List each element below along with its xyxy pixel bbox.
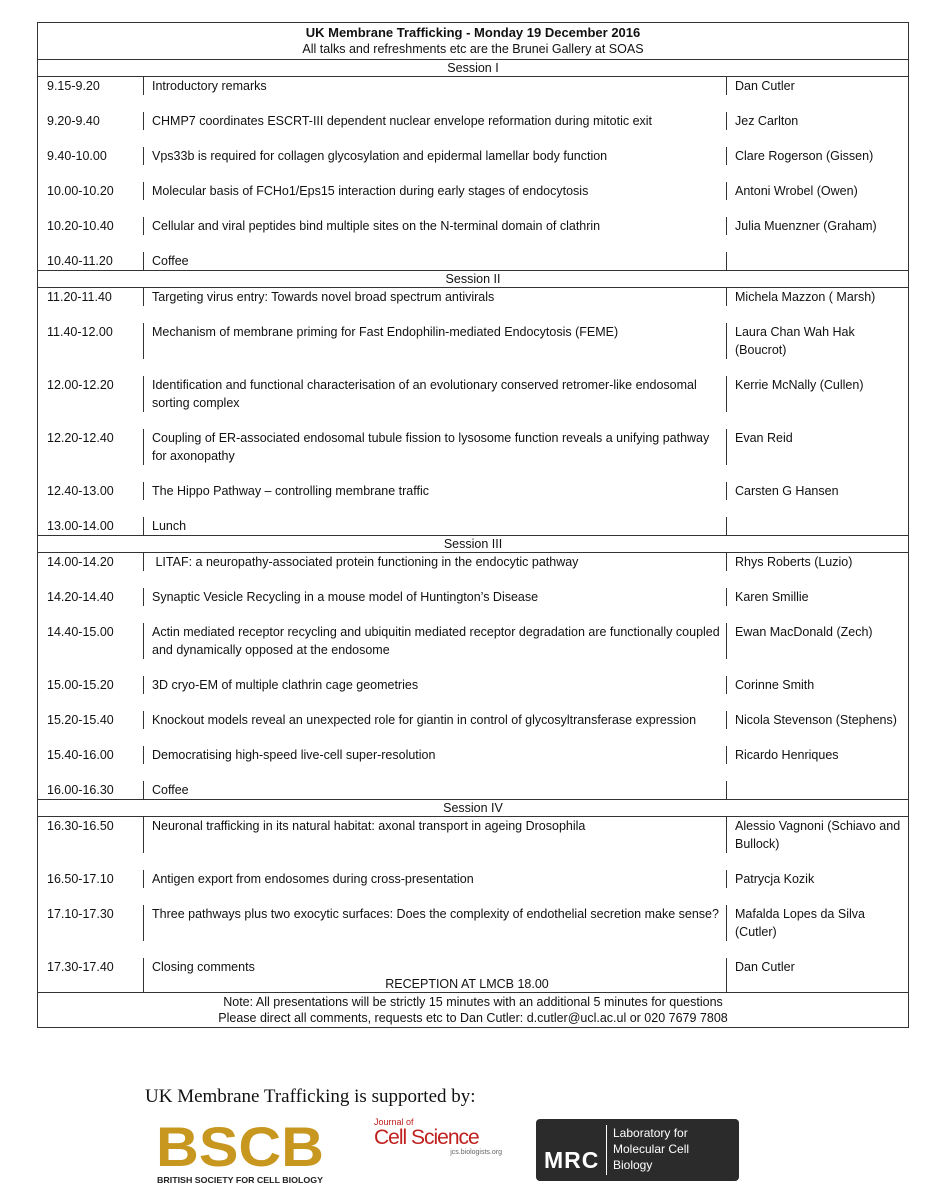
session-title: Session III — [38, 535, 908, 553]
row-time: 9.40-10.00 — [38, 147, 144, 165]
mrc-divider — [606, 1125, 607, 1175]
mrc-abbr: MRC — [544, 1147, 600, 1173]
row-speaker: Ewan MacDonald (Zech) — [735, 625, 873, 639]
row-speaker: Jez Carlton — [735, 114, 799, 128]
row-speaker: Clare Rogerson (Gissen) — [735, 149, 874, 163]
session-title: Session IV — [38, 799, 908, 817]
programme-row — [38, 746, 908, 781]
row-time: 16.30-16.50 — [38, 817, 144, 853]
row-time: 17.30-17.40 — [38, 958, 144, 976]
row-time: 10.20-10.40 — [38, 217, 144, 235]
programme-row — [38, 553, 908, 588]
reception-speaker-cell — [727, 976, 908, 992]
row-title: LITAF: a neuropathy-associated protein functioning in the endocytic pathway — [144, 553, 727, 571]
mrc-text-block — [613, 1125, 689, 1173]
row-title: CHMP7 coordinates ESCRT-III dependent nuclear envelope reformation during mitotic exit — [144, 112, 727, 130]
reception-row — [38, 976, 908, 992]
programme-row — [38, 182, 908, 217]
row-title: Antigen export from endosomes during cross-presentation — [144, 870, 727, 888]
bscb-wordmark: BSCB — [156, 1116, 324, 1178]
row-time: 11.20-11.40 — [38, 288, 144, 306]
row-speaker: Kerrie McNally (Cullen) — [735, 378, 864, 392]
mrc-line-1: Laboratory for — [613, 1126, 688, 1140]
row-speaker: Laura Chan Wah Hak (Boucrot) — [735, 325, 859, 357]
note-line-1: Note: All presentations will be strictly 15 minutes with an additional 5 minutes for questions — [223, 995, 723, 1009]
row-title: Coffee — [144, 781, 727, 799]
jcs-url: jcs.biologists.org — [450, 1149, 502, 1156]
programme-row — [38, 112, 908, 147]
programme-row — [38, 870, 908, 905]
programme-header — [38, 23, 908, 60]
row-time: 10.40-11.20 — [38, 252, 144, 270]
row-title: Cellular and viral peptides bind multiple sites on the N-terminal domain of clathrin — [144, 217, 727, 235]
row-speaker: Evan Reid — [735, 431, 793, 445]
row-speaker — [727, 252, 908, 270]
programme-row — [38, 77, 908, 112]
row-speaker — [727, 517, 908, 535]
programme-row — [38, 711, 908, 746]
row-title: Identification and functional characterisation of an evolutionary conserved retromer-like endosomal sorting complex — [144, 376, 727, 412]
row-time: 14.00-14.20 — [38, 553, 144, 571]
row-time: 12.40-13.00 — [38, 482, 144, 500]
programme-row — [38, 376, 908, 429]
row-speaker: Patrycja Kozik — [735, 872, 815, 886]
programme-row — [38, 817, 908, 870]
row-title: Molecular basis of FCHo1/Eps15 interaction during early stages of endocytosis — [144, 182, 727, 200]
row-speaker: Corinne Smith — [735, 678, 815, 692]
row-title: Targeting virus entry: Towards novel broad spectrum antivirals — [144, 288, 727, 306]
row-time: 13.00-14.00 — [38, 517, 144, 535]
row-time: 14.20-14.40 — [38, 588, 144, 606]
row-title: Synaptic Vesicle Recycling in a mouse model of Huntington’s Disease — [144, 588, 727, 606]
reception-time-cell — [38, 976, 144, 992]
row-time: 11.40-12.00 — [38, 323, 144, 359]
programme-row — [38, 429, 908, 482]
programme-row — [38, 323, 908, 376]
row-time: 15.00-15.20 — [38, 676, 144, 694]
row-time: 16.50-17.10 — [38, 870, 144, 888]
programme-row — [38, 147, 908, 182]
row-title: Knockout models reveal an unexpected role for giantin in control of glycosyltransferase expression — [144, 711, 727, 729]
row-speaker: Michela Mazzon ( Marsh) — [735, 290, 876, 304]
row-title: Mechanism of membrane priming for Fast Endophilin-mediated Endocytosis (FEME) — [144, 323, 727, 359]
row-time: 17.10-17.30 — [38, 905, 144, 941]
jcs-logo — [374, 1117, 504, 1163]
row-speaker: Ricardo Henriques — [735, 748, 839, 762]
row-title: Three pathways plus two exocytic surfaces: Does the complexity of endothelial secretion make sense? — [144, 905, 727, 941]
row-time: 10.00-10.20 — [38, 182, 144, 200]
row-time: 9.20-9.40 — [38, 112, 144, 130]
sessions-container — [38, 60, 908, 992]
programme-row — [38, 781, 908, 799]
programme-subtitle: All talks and refreshments etc are the Brunei Gallery at SOAS — [302, 42, 644, 56]
session-title: Session I — [38, 60, 908, 77]
programme-table — [37, 22, 909, 1028]
row-title: 3D cryo-EM of multiple clathrin cage geometries — [144, 676, 727, 694]
programme-row — [38, 958, 908, 976]
session-block — [38, 60, 908, 270]
session-block — [38, 535, 908, 799]
row-title: Lunch — [144, 517, 727, 535]
row-title: Democratising high-speed live-cell super-resolution — [144, 746, 727, 764]
programme-row — [38, 588, 908, 623]
row-time: 12.20-12.40 — [38, 429, 144, 465]
row-speaker: Dan Cutler — [735, 79, 795, 93]
row-title: Coupling of ER-associated endosomal tubule fission to lysosome function reveals a unifying pathway for axonopathy — [144, 429, 727, 465]
row-time: 14.40-15.00 — [38, 623, 144, 659]
row-title: Actin mediated receptor recycling and ubiquitin mediated receptor degradation are functionally coupled and dynamically opposed at the endosome — [144, 623, 727, 659]
reception-text: RECEPTION AT LMCB 18.00 — [385, 977, 549, 991]
session-block — [38, 270, 908, 535]
row-speaker: Dan Cutler — [735, 960, 795, 974]
programme-row — [38, 517, 908, 535]
notes-box — [38, 992, 908, 1027]
row-title: Closing comments — [144, 958, 727, 976]
programme-row — [38, 252, 908, 270]
row-speaker: Julia Muenzner (Graham) — [735, 219, 877, 233]
programme-row — [38, 482, 908, 517]
row-title: Neuronal trafficking in its natural habitat: axonal transport in ageing Drosophila — [144, 817, 727, 853]
row-time: 9.15-9.20 — [38, 77, 144, 95]
supported-by-text: UK Membrane Trafficking is supported by: — [145, 1086, 476, 1107]
session-block — [38, 799, 908, 992]
row-title: The Hippo Pathway – controlling membrane traffic — [144, 482, 727, 500]
programme-row — [38, 288, 908, 323]
row-speaker: Karen Smillie — [735, 590, 809, 604]
bscb-logo-graphic — [156, 1116, 326, 1186]
row-speaker: Antoni Wrobel (Owen) — [735, 184, 858, 198]
bscb-logo — [156, 1116, 326, 1186]
row-time: 15.20-15.40 — [38, 711, 144, 729]
row-speaker: Mafalda Lopes da Silva (Cutler) — [735, 907, 869, 939]
row-speaker: Alessio Vagnoni (Schiavo and Bullock) — [735, 819, 904, 851]
row-time: 16.00-16.30 — [38, 781, 144, 799]
programme-row — [38, 676, 908, 711]
jcs-name: Cell Science — [374, 1126, 479, 1149]
row-title: Introductory remarks — [144, 77, 727, 95]
mrc-line-3: Biology — [613, 1158, 653, 1172]
mrc-line-2: Molecular Cell — [613, 1142, 690, 1156]
jcs-journal-of: Journal of — [374, 1117, 414, 1127]
bscb-subtitle: BRITISH SOCIETY FOR CELL BIOLOGY — [157, 1175, 324, 1185]
programme-row — [38, 217, 908, 252]
session-title: Session II — [38, 270, 908, 288]
programme-row — [38, 905, 908, 958]
reception-title-cell — [144, 976, 727, 992]
row-speaker: Rhys Roberts (Luzio) — [735, 555, 853, 569]
row-title: Vps33b is required for collagen glycosylation and epidermal lamellar body function — [144, 147, 727, 165]
note-line-2: Please direct all comments, requests etc to Dan Cutler: d.cutler@ucl.ac.ul or 020 7679 7808 — [218, 1011, 728, 1025]
programme-title: UK Membrane Trafficking - Monday 19 December 2016 — [305, 25, 641, 40]
row-speaker — [727, 781, 908, 799]
mrc-logo — [536, 1119, 739, 1181]
row-speaker: Nicola Stevenson (Stephens) — [735, 713, 897, 727]
programme-row — [38, 623, 908, 676]
row-time: 12.00-12.20 — [38, 376, 144, 412]
row-speaker: Carsten G Hansen — [735, 484, 839, 498]
row-title: Coffee — [144, 252, 727, 270]
row-time: 15.40-16.00 — [38, 746, 144, 764]
